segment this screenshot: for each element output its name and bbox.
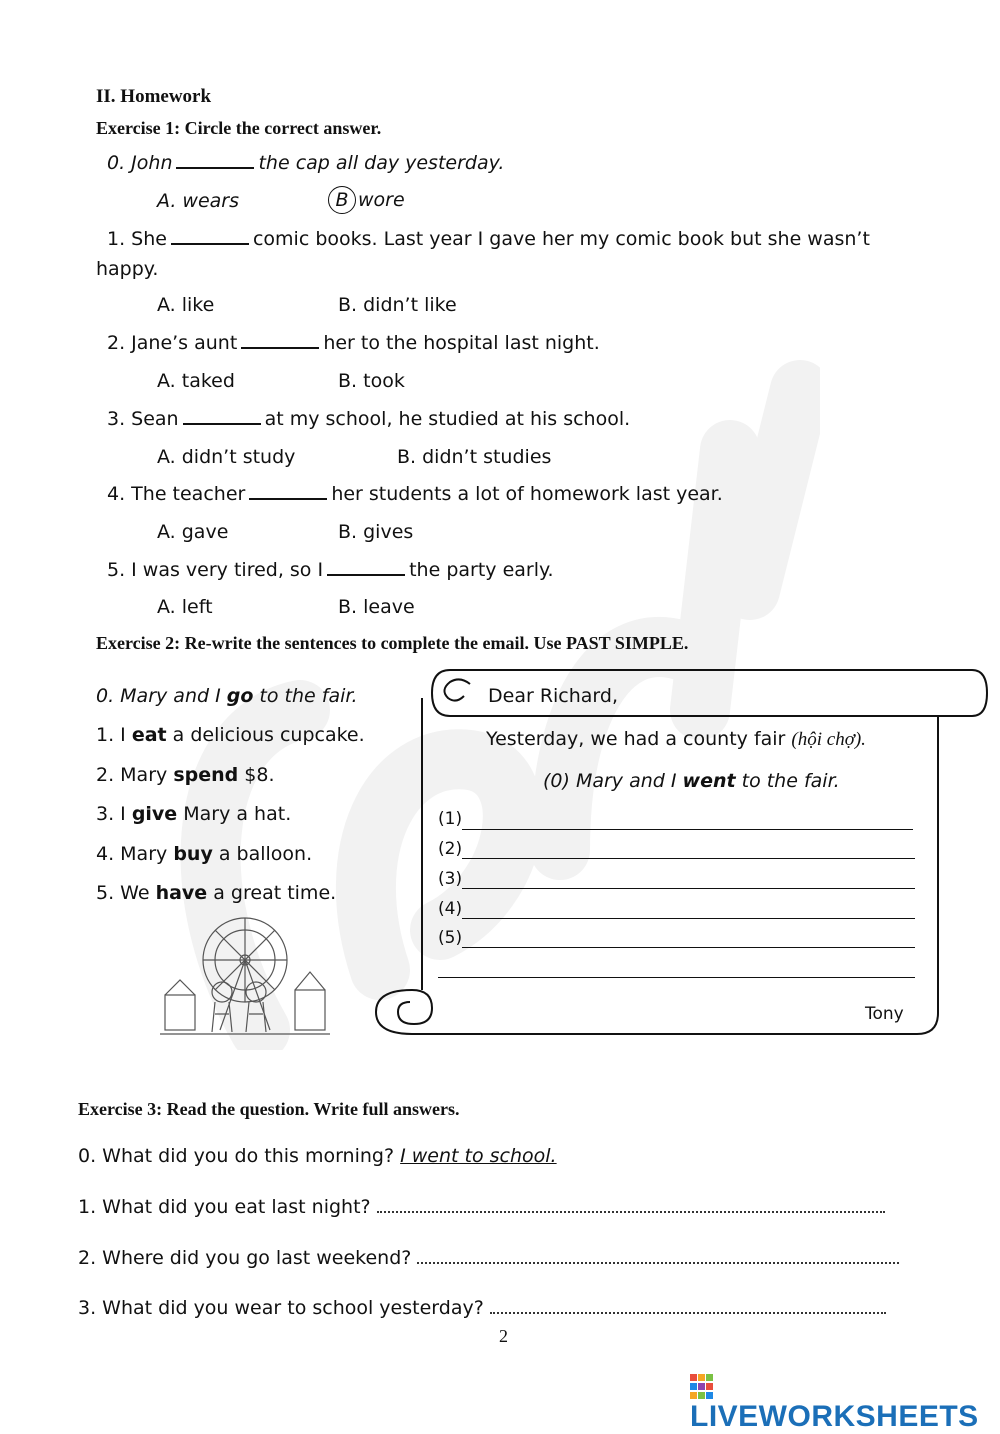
answer-blank[interactable] — [171, 229, 249, 245]
q3-option-b[interactable]: B. didn’t studies — [397, 446, 552, 468]
letter-greeting: Dear Richard, — [488, 685, 619, 707]
exercise-1-title: Exercise 1: Circle the correct answer. — [96, 118, 382, 138]
question-3-start: 3. Sean — [107, 408, 179, 430]
ex2-sentence-1: 1. I eat a delicious cupcake. — [96, 724, 365, 746]
answer-blank[interactable] — [327, 560, 405, 576]
question-0-end: the cap all day yesterday. — [258, 152, 505, 174]
liveworksheets-logo — [690, 1374, 1000, 1433]
question-3-end: at my school, he studied at his school. — [264, 408, 631, 430]
letter-label-3: (3) — [438, 869, 463, 889]
section-title: II. Homework — [96, 86, 212, 107]
question-5 — [107, 559, 554, 581]
logo-text: LIVEWORKSHEETS — [690, 1400, 979, 1433]
q4-option-a[interactable]: A. gave — [157, 521, 229, 543]
question-5-end: the party early. — [409, 559, 554, 581]
letter-label-1: (1) — [438, 809, 463, 829]
ex2-sentence-0: 0. Mary and I go to the fair. — [96, 685, 358, 707]
question-1-cont: happy. — [96, 258, 159, 280]
question-1-start: 1. She — [107, 228, 167, 250]
letter-line-1: Yesterday, we had a county fair (hội chợ). — [486, 728, 866, 750]
q1-option-a[interactable]: A. like — [157, 294, 215, 316]
answer-dotted-line[interactable] — [490, 1300, 886, 1314]
scroll-frame — [372, 668, 992, 1040]
letter-example-line: (0) Mary and I went to the fair. — [543, 770, 840, 792]
question-2-end: her to the hospital last night. — [323, 332, 600, 354]
answer-line-5[interactable] — [462, 946, 915, 948]
answer-blank[interactable] — [241, 333, 319, 349]
ex3-question-0: 0. What did you do this morning? I went to school. — [78, 1145, 557, 1167]
circled-answer: B — [328, 186, 356, 214]
question-0-start: 0. John — [107, 152, 173, 174]
letter-label-4: (4) — [438, 899, 463, 919]
exercise-3-title: Exercise 3: Read the question. Write full answers. — [78, 1099, 460, 1119]
q2-option-a[interactable]: A. taked — [157, 370, 235, 392]
ex3-question-3: 3. What did you wear to school yesterday? — [78, 1297, 886, 1319]
question-1-end: comic books. Last year I gave her my comic book but she wasn’t — [252, 228, 870, 250]
answer-line-extra[interactable] — [438, 976, 915, 978]
question-4-start: 4. The teacher — [107, 483, 246, 505]
q5-option-b[interactable]: B. leave — [338, 596, 415, 618]
answer-line-2[interactable] — [462, 857, 915, 859]
answer-dotted-line[interactable] — [377, 1199, 885, 1213]
q4-option-b[interactable]: B. gives — [338, 521, 414, 543]
q0-option-a[interactable]: A. wears — [157, 190, 240, 212]
ex2-sentence-5: 5. We have a great time. — [96, 882, 337, 904]
q1-option-b[interactable]: B. didn’t like — [338, 294, 457, 316]
question-2 — [107, 332, 600, 354]
answer-dotted-line[interactable] — [417, 1250, 899, 1264]
question-4 — [107, 483, 723, 505]
question-0 — [107, 152, 504, 174]
letter-label-5: (5) — [438, 928, 463, 948]
logo-grid-icon — [690, 1374, 714, 1400]
answer-blank[interactable] — [249, 484, 327, 500]
q2-option-b[interactable]: B. took — [338, 370, 405, 392]
question-1 — [107, 228, 870, 250]
answer-line-4[interactable] — [462, 917, 915, 919]
ex2-sentence-3: 3. I give Mary a hat. — [96, 803, 292, 825]
answer-line-3[interactable] — [462, 887, 915, 889]
question-5-start: 5. I was very tired, so I — [107, 559, 324, 581]
q0-option-b[interactable] — [328, 186, 405, 214]
letter-signature: Tony — [865, 1004, 904, 1024]
q5-option-a[interactable]: A. left — [157, 596, 213, 618]
page-number: 2 — [499, 1326, 508, 1346]
letter-label-2: (2) — [438, 839, 463, 859]
question-3 — [107, 408, 630, 430]
ex3-example-answer: I went to school. — [400, 1145, 557, 1167]
exercise-2-title: Exercise 2: Re-write the sentences to complete the email. Use PAST SIMPLE. — [96, 633, 689, 653]
ex2-sentence-2: 2. Mary spend $8. — [96, 764, 275, 786]
answer-blank[interactable] — [183, 409, 261, 425]
question-4-end: her students a lot of homework last year. — [331, 483, 723, 505]
answer-blank[interactable] — [176, 153, 254, 169]
ex3-question-2: 2. Where did you go last weekend? — [78, 1247, 899, 1269]
answer-line-1[interactable] — [462, 828, 913, 830]
q0-option-b-text: wore — [358, 189, 405, 211]
ex3-question-1: 1. What did you eat last night? — [78, 1196, 885, 1218]
q3-option-a[interactable]: A. didn’t study — [157, 446, 296, 468]
fair-illustration — [160, 910, 330, 1040]
question-2-start: 2. Jane’s aunt — [107, 332, 238, 354]
ex2-sentence-4: 4. Mary buy a balloon. — [96, 843, 313, 865]
